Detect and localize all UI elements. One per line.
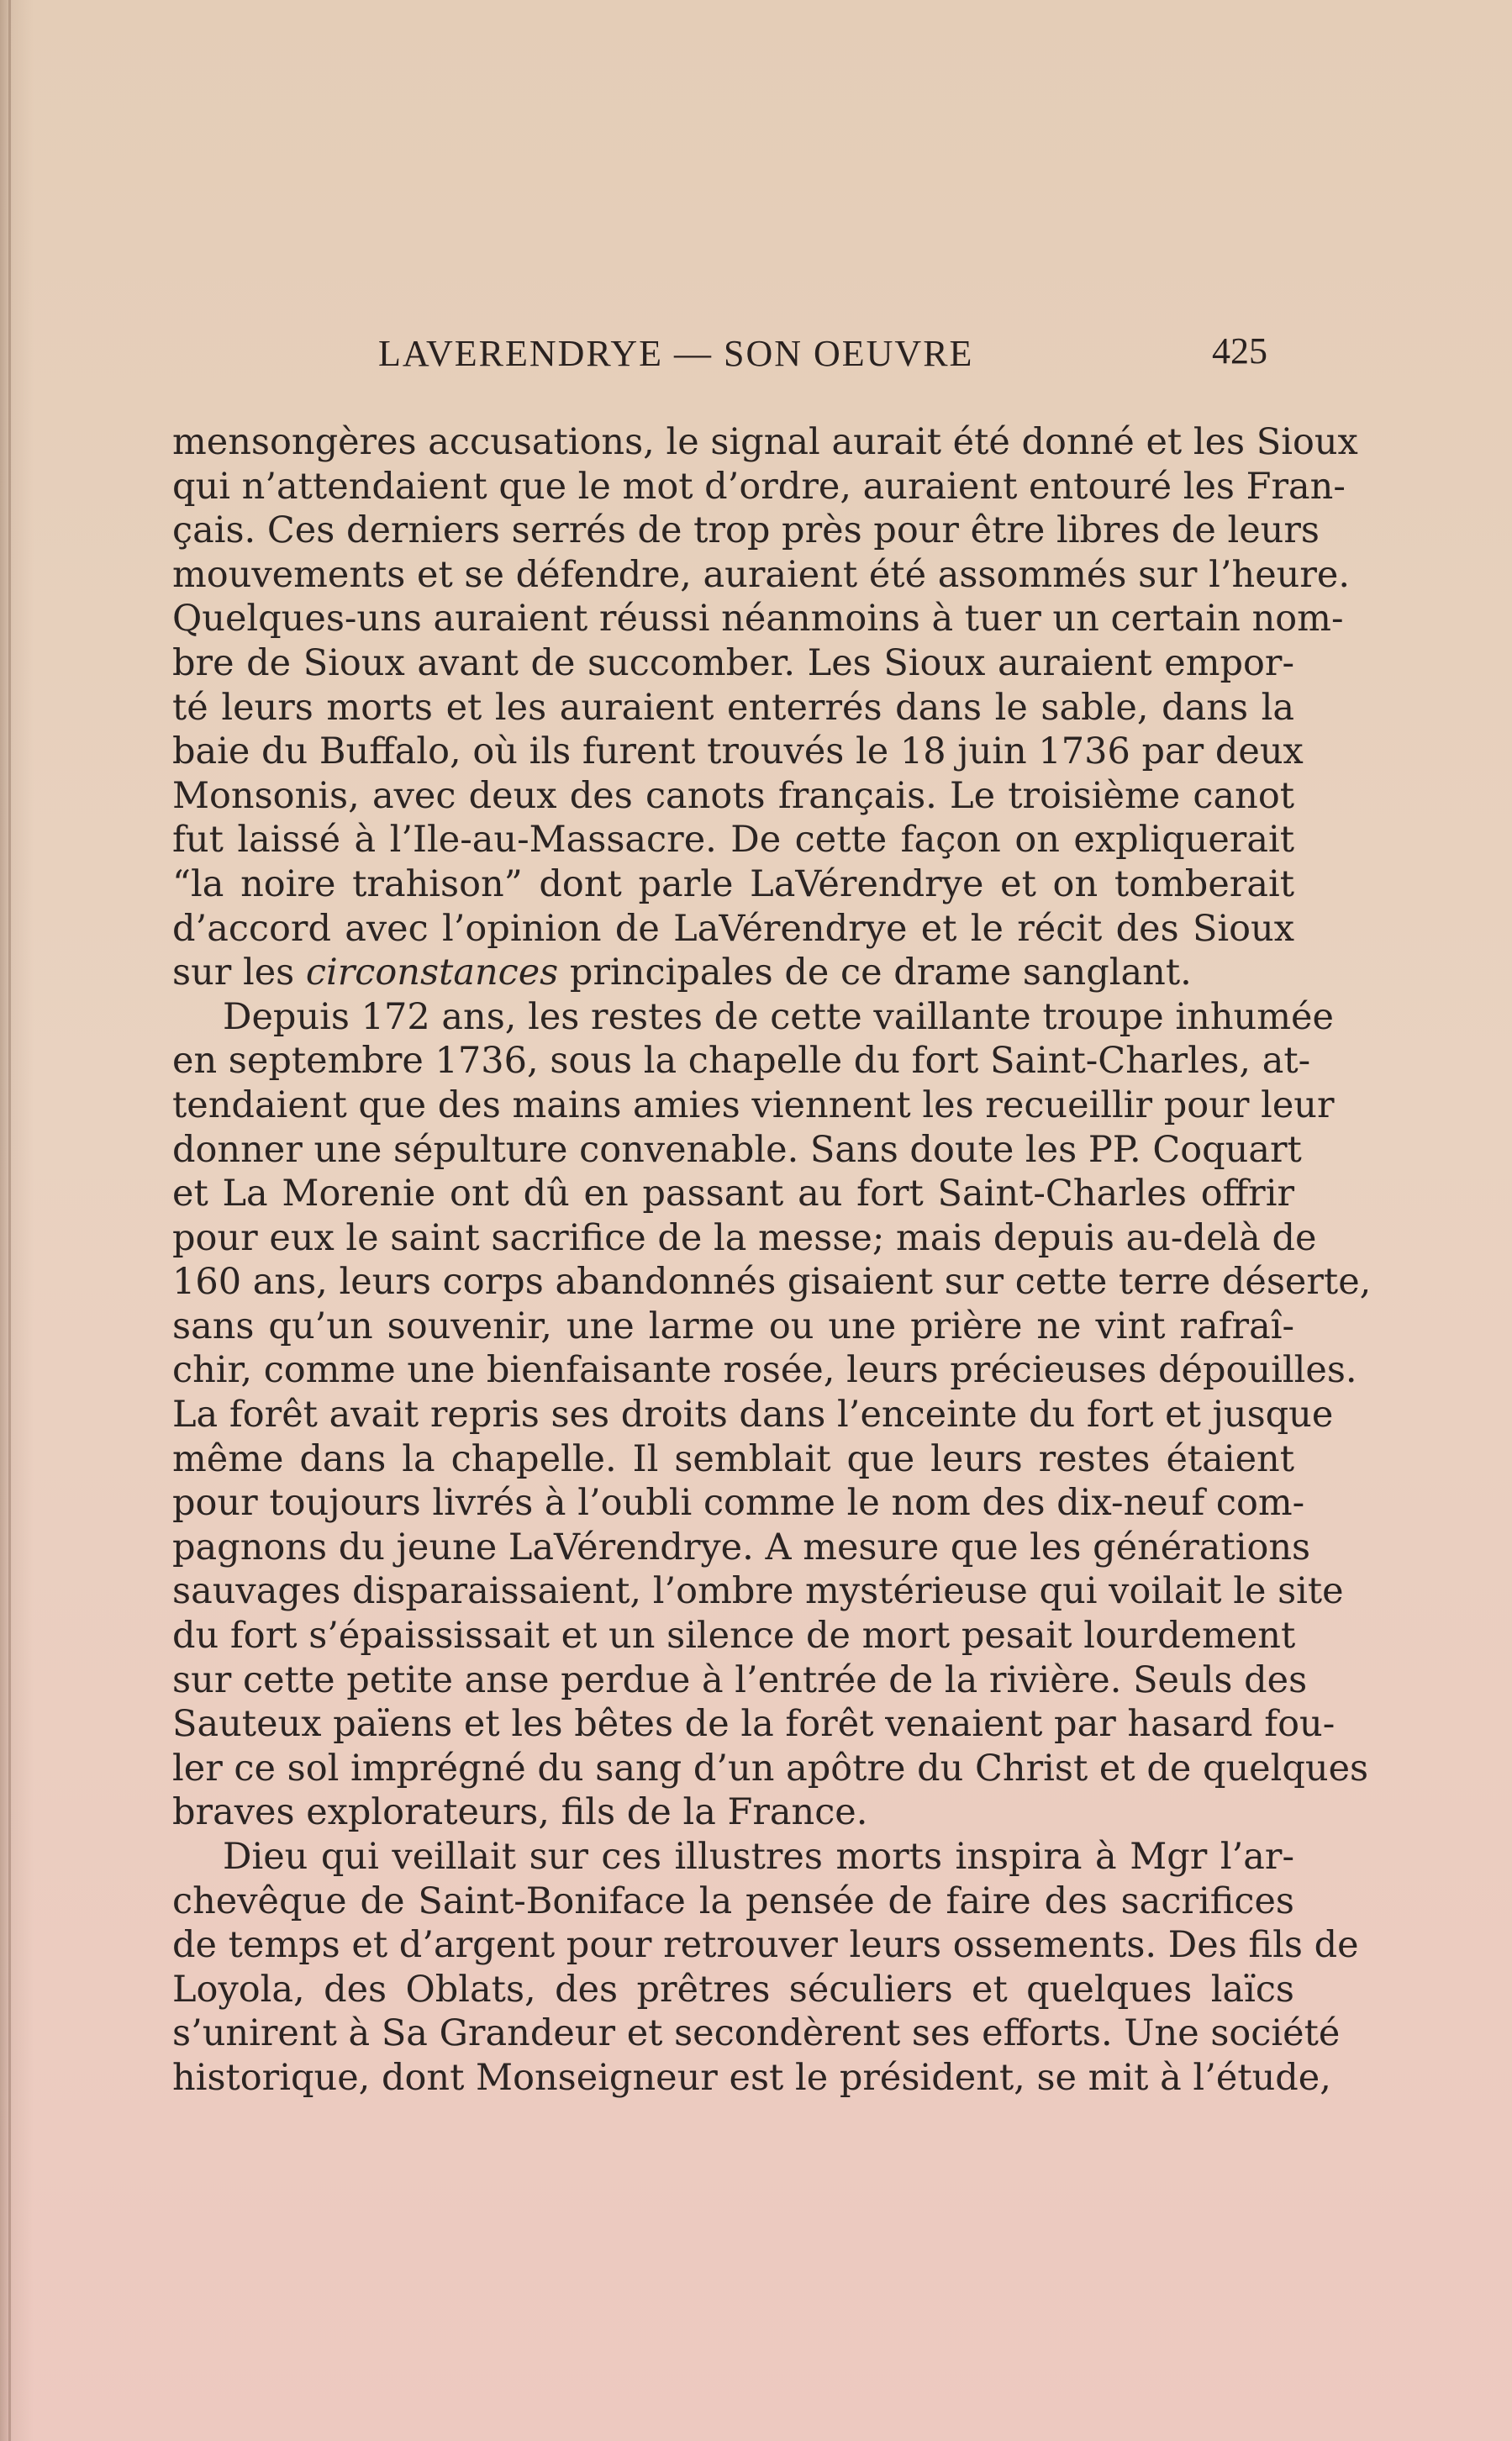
text-line-with-italic [172,951,1294,995]
text-line: sans qu’un souvenir, une larme ou une prière ne vint rafraî- [172,1305,1294,1347]
text-line-indented: Dieu qui veillait sur ces illustres morts inspira à Mgr l’ar- [223,1836,1294,1878]
text-line: pagnons du jeune LaVérendrye. A mesure que les générations [172,1526,1311,1568]
text-line: s’unirent à Sa Grandeur et secondèrent ses efforts. Une société [172,2012,1341,2055]
text-line: chevêque de Saint-Boniface la pensée de faire des sacrifices [172,1880,1294,1922]
text-line: bre de Sioux avant de succomber. Les Sioux auraient empor- [172,641,1294,684]
text-line: Sauteux païens et les bêtes de la forêt venaient par hasard fou- [172,1703,1336,1746]
text-line: même dans la chapelle. Il semblait que leurs restes étaient [172,1437,1294,1480]
text-line-indented: Depuis 172 ans, les restes de cette vaillante troupe inhumée [223,995,1334,1038]
text-line: sur cette petite anse perdue à l’entrée de la rivière. Seuls des [172,1658,1308,1701]
text-line: qui n’attendaient que le mot d’ordre, auraient entouré les Fran- [172,465,1346,508]
text-line: braves explorateurs, fils de la France. [172,1791,868,1834]
text-line: mensongères accusations, le signal aurait été donné et les Sioux [172,421,1358,463]
text-line: çais. Ces derniers serrés de trop près pour être libres de leurs [172,509,1320,552]
text-line: chir, comme une bienfaisante rosée, leurs précieuses dépouilles. [172,1349,1357,1392]
body-text [172,420,1372,2101]
text-line: Quelques-uns auraient réussi néanmoins à tuer un certain nom- [172,598,1344,641]
text-line: pour toujours livrés à l’oubli comme le nom des dix-neuf com- [172,1482,1305,1525]
text-line: de temps et d’argent pour retrouver leurs ossements. Des fils de [172,1924,1359,1967]
text-line: en septembre 1736, sous la chapelle du fort Saint-Charles, at- [172,1040,1311,1083]
text-line: et La Morenie ont dû en passant au fort Saint-Charles offrir [172,1173,1294,1215]
text-line: ler ce sol imprégné du sang d’un apôtre du Christ et de quelques [172,1747,1369,1790]
gutter-shadow [8,0,11,2441]
text-line: Loyola, des Oblats, des prêtres séculiers et quelques laïcs [172,1968,1294,2011]
text-line: donner une sépulture convenable. Sans doute les PP. Coquart [172,1128,1302,1171]
text-line: 160 ans, leurs corps abandonnés gisaient sur cette terre déserte, [172,1261,1372,1304]
text-line: pour eux le saint sacrifice de la messe; mais depuis au-delà de [172,1216,1317,1259]
text-line: fut laissé à l’Ile-au-Massacre. De cette façon on expliquerait [172,819,1294,862]
text-line: tendaient que des mains amies viennent les recueillir pour leur [172,1083,1335,1126]
text-line: du fort s’épaississait et un silence de mort pesait lourdement [172,1615,1296,1658]
text-line: sauvages disparaissaient, l’ombre mystérieuse qui voilait le site [172,1570,1344,1613]
running-head-title: LAVERENDRYE — SON OEUVRE [378,333,974,374]
text-line: Monsonis, avec deux des canots français. Le troisième canot [172,774,1294,817]
text-line: d’accord avec l’opinion de LaVérendrye et le récit des Sioux [172,907,1294,950]
text-fragment: principales de ce drame sanglant. [558,952,1192,994]
italic-word: circonstances [305,952,559,994]
text-line: mouvements et se défendre, auraient été assommés sur l’heure. [172,553,1351,596]
text-line: La forêt avait repris ses droits dans l’enceinte du fort et jusque [172,1394,1334,1437]
text-line: historique, dont Monseigneur est le président, se mit à l’étude, [172,2056,1331,2099]
text-line: baie du Buffalo, où ils furent trouvés le 18 juin 1736 par deux [172,730,1304,773]
page-number: 425 [1212,330,1267,372]
text-line: té leurs morts et les auraient enterrés dans le sable, dans la [172,686,1294,729]
text-line: “la noire trahison” dont parle LaVérendrye et on tomberait [172,862,1294,905]
text-fragment: sur les [172,952,306,994]
